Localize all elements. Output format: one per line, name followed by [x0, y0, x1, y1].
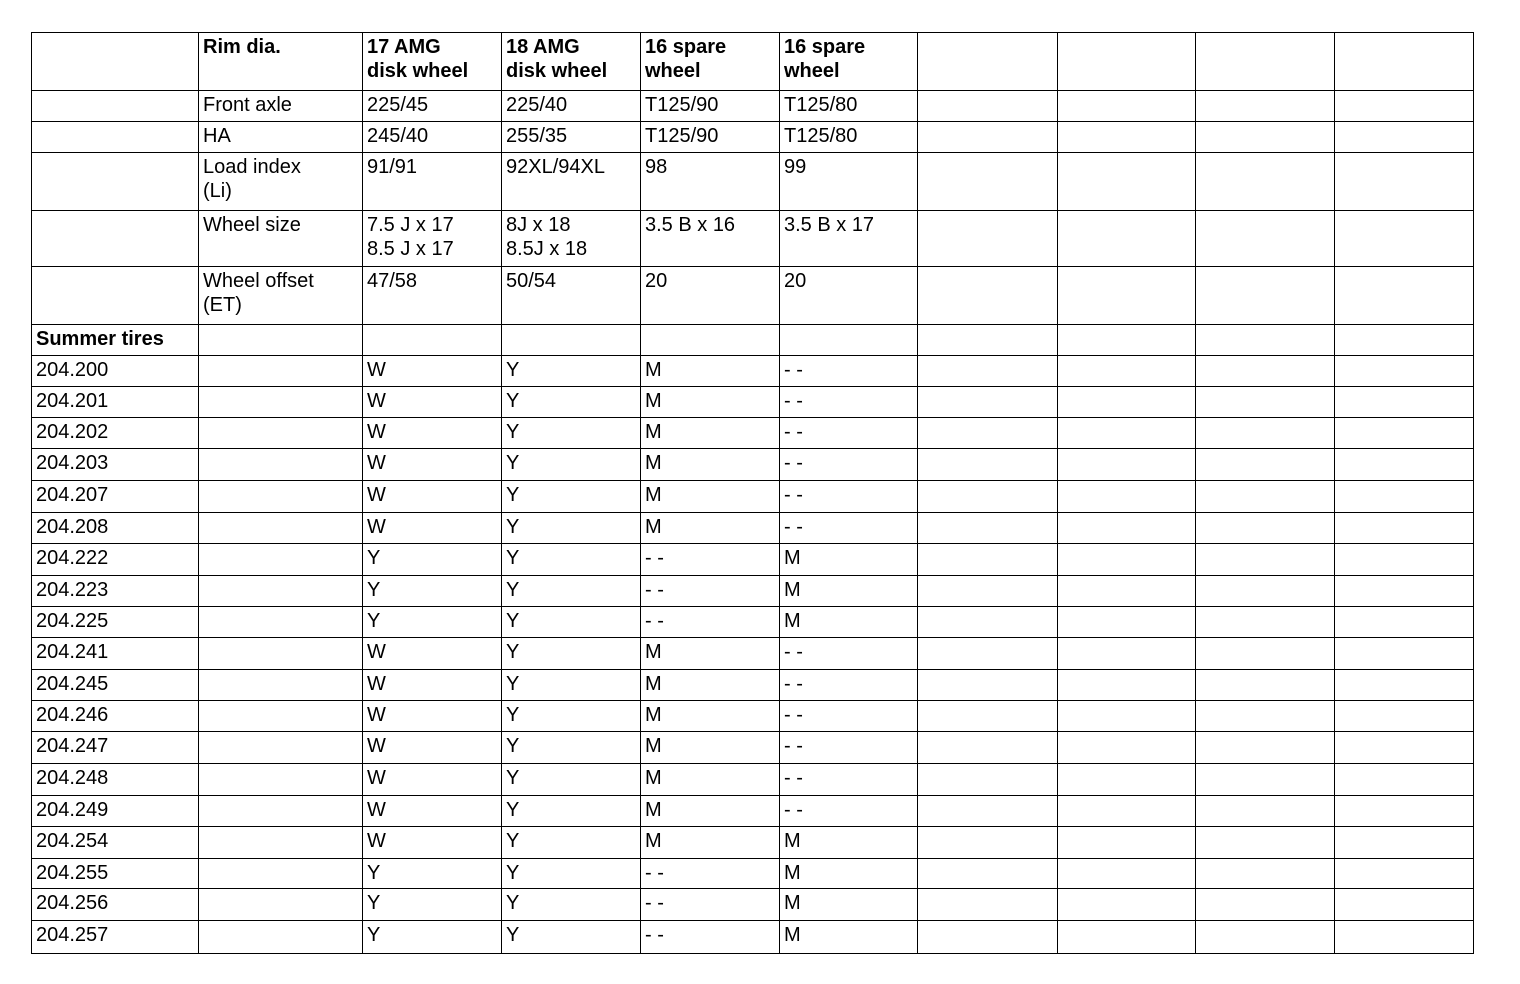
- fitment-value: Y: [502, 701, 641, 732]
- empty-cell: [1335, 607, 1474, 638]
- fitment-value: - -: [641, 889, 780, 921]
- fitment-value: - -: [641, 576, 780, 607]
- empty-cell: [1058, 449, 1196, 481]
- empty-cell: [1335, 122, 1474, 153]
- empty-cell: [1058, 356, 1196, 387]
- empty-cell: [1058, 267, 1196, 325]
- table-row: [32, 670, 1474, 701]
- empty-cell: [1058, 796, 1196, 827]
- section-title: Summer tires: [32, 325, 199, 356]
- spec-row: [32, 153, 1474, 211]
- model-code: 204.225: [32, 607, 199, 638]
- empty-cell: [918, 449, 1058, 481]
- empty-cell: [918, 418, 1058, 449]
- empty-cell: [1335, 764, 1474, 796]
- empty-cell: [918, 576, 1058, 607]
- empty-cell: [1196, 153, 1335, 211]
- empty-cell: [32, 153, 199, 211]
- empty-cell: [1196, 267, 1335, 325]
- empty-cell: [1058, 211, 1196, 267]
- table-row: [32, 859, 1474, 889]
- header-16-spare-2: 16 spare wheel: [780, 33, 918, 91]
- spec-value: 98: [641, 153, 780, 211]
- empty-cell: [918, 356, 1058, 387]
- model-code: 204.203: [32, 449, 199, 481]
- fitment-value: M: [641, 764, 780, 796]
- model-code: 204.248: [32, 764, 199, 796]
- fitment-value: W: [363, 638, 502, 670]
- fitment-value: W: [363, 513, 502, 544]
- model-code: 204.246: [32, 701, 199, 732]
- empty-cell: [1196, 796, 1335, 827]
- empty-cell: [1335, 576, 1474, 607]
- fitment-value: M: [641, 449, 780, 481]
- spec-row: [32, 267, 1474, 325]
- fitment-value: - -: [780, 732, 918, 764]
- empty-cell: [199, 325, 363, 356]
- spec-label: Load index (Li): [199, 153, 363, 211]
- fitment-value: Y: [363, 607, 502, 638]
- fitment-value: Y: [502, 576, 641, 607]
- fitment-value: Y: [502, 356, 641, 387]
- fitment-value: Y: [502, 418, 641, 449]
- empty-cell: [363, 325, 502, 356]
- empty-cell: [199, 859, 363, 889]
- header-16-spare: 16 spare wheel: [641, 33, 780, 91]
- spec-value: 245/40: [363, 122, 502, 153]
- spec-row: [32, 211, 1474, 267]
- header-corner-cell: [32, 33, 199, 91]
- empty-cell: [1335, 91, 1474, 122]
- fitment-value: Y: [363, 889, 502, 921]
- empty-cell: [780, 325, 918, 356]
- empty-cell: [199, 732, 363, 764]
- empty-cell: [918, 91, 1058, 122]
- fitment-value: Y: [502, 513, 641, 544]
- empty-cell: [1058, 889, 1196, 921]
- header-17-amg: 17 AMG disk wheel: [363, 33, 502, 91]
- empty-cell: [918, 122, 1058, 153]
- empty-cell: [1196, 764, 1335, 796]
- section-row: [32, 325, 1474, 356]
- fitment-value: - -: [780, 701, 918, 732]
- table-row: [32, 418, 1474, 449]
- spec-value: 50/54: [502, 267, 641, 325]
- empty-cell: [1196, 576, 1335, 607]
- model-code: 204.202: [32, 418, 199, 449]
- empty-cell: [918, 544, 1058, 576]
- empty-cell: [1196, 513, 1335, 544]
- fitment-value: Y: [502, 764, 641, 796]
- empty-cell: [199, 670, 363, 701]
- fitment-value: M: [641, 670, 780, 701]
- empty-cell: [1196, 325, 1335, 356]
- fitment-value: Y: [502, 827, 641, 859]
- header-row: [32, 33, 1474, 91]
- empty-cell: [1196, 356, 1335, 387]
- empty-cell: [1335, 701, 1474, 732]
- fitment-value: W: [363, 418, 502, 449]
- empty-cell: [199, 449, 363, 481]
- fitment-value: M: [641, 356, 780, 387]
- empty-cell: [199, 356, 363, 387]
- table-row: [32, 889, 1474, 921]
- spec-value: 8J x 18 8.5J x 18: [502, 211, 641, 267]
- fitment-value: M: [641, 796, 780, 827]
- empty-cell: [1058, 325, 1196, 356]
- empty-cell: [918, 211, 1058, 267]
- spec-value: 47/58: [363, 267, 502, 325]
- empty-cell: [1196, 889, 1335, 921]
- empty-cell: [1335, 670, 1474, 701]
- table-row: [32, 701, 1474, 732]
- fitment-value: Y: [363, 576, 502, 607]
- model-code: 204.223: [32, 576, 199, 607]
- spec-row: [32, 122, 1474, 153]
- empty-cell: [918, 387, 1058, 418]
- fitment-value: W: [363, 481, 502, 513]
- spec-value: 20: [780, 267, 918, 325]
- model-code: 204.247: [32, 732, 199, 764]
- empty-cell: [199, 701, 363, 732]
- fitment-value: M: [641, 732, 780, 764]
- empty-cell: [199, 827, 363, 859]
- tire-wheel-table: [31, 32, 1474, 954]
- empty-cell: [199, 544, 363, 576]
- empty-cell: [199, 607, 363, 638]
- fitment-value: Y: [502, 921, 641, 954]
- fitment-value: M: [780, 544, 918, 576]
- model-code: 204.257: [32, 921, 199, 954]
- empty-cell: [1196, 638, 1335, 670]
- empty-cell: [918, 670, 1058, 701]
- empty-cell: [918, 701, 1058, 732]
- empty-cell: [1335, 859, 1474, 889]
- empty-cell: [1335, 889, 1474, 921]
- empty-cell: [1196, 91, 1335, 122]
- spec-value: 20: [641, 267, 780, 325]
- empty-cell: [918, 732, 1058, 764]
- empty-cell: [1335, 921, 1474, 954]
- fitment-value: W: [363, 827, 502, 859]
- empty-cell: [1335, 356, 1474, 387]
- empty-cell: [1196, 670, 1335, 701]
- spec-value: 99: [780, 153, 918, 211]
- spec-label: HA: [199, 122, 363, 153]
- empty-cell: [918, 764, 1058, 796]
- fitment-value: - -: [780, 764, 918, 796]
- empty-cell: [1058, 921, 1196, 954]
- fitment-value: - -: [780, 796, 918, 827]
- empty-cell: [918, 859, 1058, 889]
- table-row: [32, 921, 1474, 954]
- spec-value: 225/40: [502, 91, 641, 122]
- fitment-value: - -: [641, 544, 780, 576]
- fitment-value: Y: [502, 732, 641, 764]
- empty-cell: [1196, 544, 1335, 576]
- empty-cell: [199, 418, 363, 449]
- empty-cell: [1058, 153, 1196, 211]
- fitment-value: Y: [502, 670, 641, 701]
- empty-cell: [1335, 211, 1474, 267]
- fitment-value: M: [780, 889, 918, 921]
- fitment-value: W: [363, 796, 502, 827]
- fitment-value: - -: [641, 921, 780, 954]
- spec-value: 225/45: [363, 91, 502, 122]
- empty-cell: [1196, 418, 1335, 449]
- spec-value: 7.5 J x 17 8.5 J x 17: [363, 211, 502, 267]
- empty-cell: [199, 513, 363, 544]
- empty-cell: [1335, 732, 1474, 764]
- fitment-value: M: [641, 638, 780, 670]
- empty-cell: [1196, 211, 1335, 267]
- fitment-value: Y: [502, 449, 641, 481]
- empty-cell: [199, 481, 363, 513]
- spec-label: Wheel size: [199, 211, 363, 267]
- empty-cell: [1058, 481, 1196, 513]
- model-code: 204.208: [32, 513, 199, 544]
- empty-cell: [918, 267, 1058, 325]
- spec-value: T125/80: [780, 122, 918, 153]
- empty-cell: [1335, 796, 1474, 827]
- empty-cell: [1058, 544, 1196, 576]
- empty-cell: [1196, 449, 1335, 481]
- fitment-value: - -: [780, 418, 918, 449]
- table-row: [32, 387, 1474, 418]
- empty-cell: [1196, 921, 1335, 954]
- table-row: [32, 449, 1474, 481]
- fitment-value: M: [641, 827, 780, 859]
- fitment-value: - -: [780, 638, 918, 670]
- model-code: 204.241: [32, 638, 199, 670]
- model-code: 204.249: [32, 796, 199, 827]
- model-code: 204.207: [32, 481, 199, 513]
- fitment-value: W: [363, 387, 502, 418]
- table-row: [32, 827, 1474, 859]
- empty-cell: [1058, 33, 1196, 91]
- empty-cell: [1196, 387, 1335, 418]
- empty-cell: [1335, 544, 1474, 576]
- empty-cell: [1058, 607, 1196, 638]
- fitment-value: Y: [363, 544, 502, 576]
- empty-cell: [1335, 827, 1474, 859]
- spec-value: 91/91: [363, 153, 502, 211]
- fitment-value: W: [363, 764, 502, 796]
- empty-cell: [918, 153, 1058, 211]
- spec-value: 92XL/94XL: [502, 153, 641, 211]
- spec-value: 3.5 B x 17: [780, 211, 918, 267]
- empty-cell: [1058, 513, 1196, 544]
- empty-cell: [1196, 481, 1335, 513]
- table-row: [32, 356, 1474, 387]
- model-code: 204.256: [32, 889, 199, 921]
- spec-value: T125/90: [641, 91, 780, 122]
- empty-cell: [1058, 91, 1196, 122]
- fitment-value: - -: [780, 670, 918, 701]
- table-row: [32, 544, 1474, 576]
- model-code: 204.254: [32, 827, 199, 859]
- model-code: 204.201: [32, 387, 199, 418]
- empty-cell: [918, 607, 1058, 638]
- empty-cell: [1196, 701, 1335, 732]
- empty-cell: [1335, 153, 1474, 211]
- fitment-value: Y: [363, 921, 502, 954]
- empty-cell: [918, 889, 1058, 921]
- fitment-value: W: [363, 356, 502, 387]
- empty-cell: [199, 764, 363, 796]
- table-row: [32, 607, 1474, 638]
- empty-cell: [199, 638, 363, 670]
- fitment-value: M: [641, 513, 780, 544]
- empty-cell: [918, 796, 1058, 827]
- model-code: 204.200: [32, 356, 199, 387]
- spec-value: 3.5 B x 16: [641, 211, 780, 267]
- empty-cell: [1058, 827, 1196, 859]
- fitment-value: W: [363, 449, 502, 481]
- table-row: [32, 764, 1474, 796]
- empty-cell: [918, 921, 1058, 954]
- table-row: [32, 513, 1474, 544]
- fitment-value: Y: [502, 796, 641, 827]
- empty-cell: [1058, 122, 1196, 153]
- spec-label: Wheel offset (ET): [199, 267, 363, 325]
- empty-cell: [1335, 325, 1474, 356]
- spec-value: 255/35: [502, 122, 641, 153]
- fitment-value: Y: [502, 607, 641, 638]
- empty-cell: [1058, 638, 1196, 670]
- empty-cell: [1196, 122, 1335, 153]
- fitment-value: M: [780, 827, 918, 859]
- fitment-value: M: [641, 418, 780, 449]
- model-code: 204.255: [32, 859, 199, 889]
- fitment-value: W: [363, 670, 502, 701]
- empty-cell: [1058, 732, 1196, 764]
- fitment-value: Y: [502, 387, 641, 418]
- empty-cell: [32, 267, 199, 325]
- empty-cell: [1196, 732, 1335, 764]
- empty-cell: [918, 513, 1058, 544]
- table-row: [32, 481, 1474, 513]
- fitment-value: W: [363, 701, 502, 732]
- empty-cell: [1058, 418, 1196, 449]
- spec-value: T125/90: [641, 122, 780, 153]
- header-18-amg: 18 AMG disk wheel: [502, 33, 641, 91]
- table-row: [32, 732, 1474, 764]
- empty-cell: [918, 33, 1058, 91]
- empty-cell: [199, 387, 363, 418]
- fitment-value: M: [641, 481, 780, 513]
- empty-cell: [1058, 859, 1196, 889]
- empty-cell: [199, 576, 363, 607]
- empty-cell: [502, 325, 641, 356]
- fitment-value: Y: [502, 638, 641, 670]
- empty-cell: [1196, 827, 1335, 859]
- model-code: 204.245: [32, 670, 199, 701]
- fitment-value: Y: [502, 481, 641, 513]
- fitment-value: Y: [502, 544, 641, 576]
- empty-cell: [1335, 267, 1474, 325]
- table-row: [32, 576, 1474, 607]
- fitment-value: W: [363, 732, 502, 764]
- fitment-value: M: [780, 859, 918, 889]
- table-row: [32, 638, 1474, 670]
- empty-cell: [1196, 607, 1335, 638]
- empty-cell: [1335, 418, 1474, 449]
- fitment-value: Y: [363, 859, 502, 889]
- empty-cell: [199, 796, 363, 827]
- empty-cell: [1335, 638, 1474, 670]
- empty-cell: [1196, 859, 1335, 889]
- empty-cell: [641, 325, 780, 356]
- empty-cell: [1335, 513, 1474, 544]
- empty-cell: [918, 638, 1058, 670]
- fitment-value: Y: [502, 859, 641, 889]
- spec-row: [32, 91, 1474, 122]
- fitment-value: - -: [641, 859, 780, 889]
- empty-cell: [1196, 33, 1335, 91]
- empty-cell: [1058, 387, 1196, 418]
- fitment-value: M: [780, 921, 918, 954]
- empty-cell: [1335, 449, 1474, 481]
- empty-cell: [199, 889, 363, 921]
- empty-cell: [1058, 576, 1196, 607]
- empty-cell: [918, 325, 1058, 356]
- fitment-value: - -: [780, 449, 918, 481]
- empty-cell: [199, 921, 363, 954]
- empty-cell: [918, 481, 1058, 513]
- table-row: [32, 796, 1474, 827]
- header-rim-dia: Rim dia.: [199, 33, 363, 91]
- fitment-value: - -: [641, 607, 780, 638]
- spec-value: T125/80: [780, 91, 918, 122]
- fitment-value: - -: [780, 513, 918, 544]
- spec-label: Front axle: [199, 91, 363, 122]
- fitment-value: - -: [780, 481, 918, 513]
- fitment-value: Y: [502, 889, 641, 921]
- empty-cell: [1058, 670, 1196, 701]
- empty-cell: [1335, 481, 1474, 513]
- fitment-value: M: [780, 576, 918, 607]
- empty-cell: [32, 122, 199, 153]
- fitment-value: M: [641, 701, 780, 732]
- empty-cell: [32, 91, 199, 122]
- fitment-value: - -: [780, 356, 918, 387]
- model-code: 204.222: [32, 544, 199, 576]
- fitment-value: M: [780, 607, 918, 638]
- fitment-value: - -: [780, 387, 918, 418]
- empty-cell: [1335, 387, 1474, 418]
- empty-cell: [918, 827, 1058, 859]
- empty-cell: [1058, 764, 1196, 796]
- empty-cell: [1335, 33, 1474, 91]
- empty-cell: [32, 211, 199, 267]
- fitment-value: M: [641, 387, 780, 418]
- table-body: [32, 33, 1474, 954]
- empty-cell: [1058, 701, 1196, 732]
